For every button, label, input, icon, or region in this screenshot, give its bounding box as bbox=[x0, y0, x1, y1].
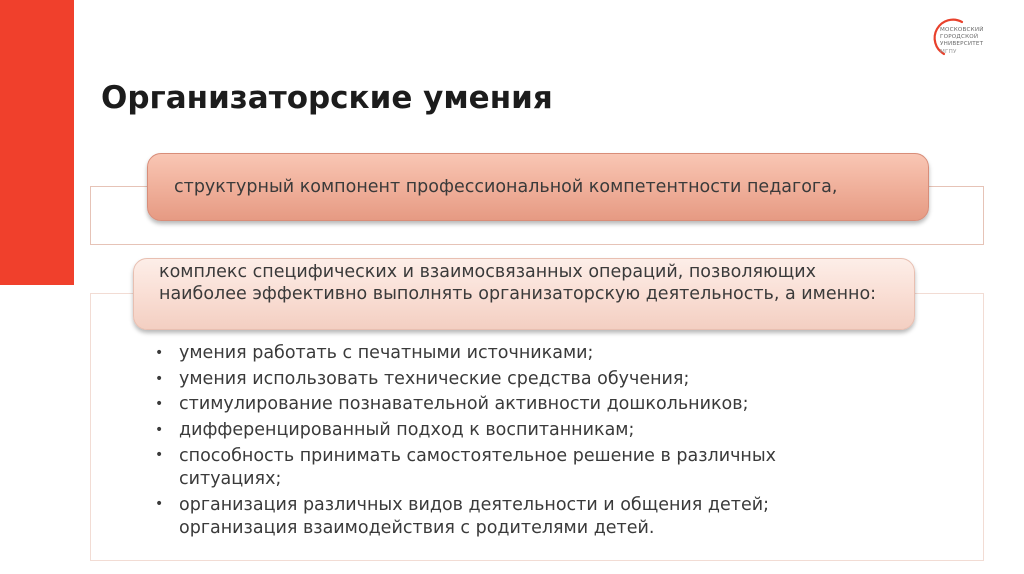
bullet-icon: • bbox=[155, 446, 164, 463]
definition-box-1 bbox=[147, 153, 929, 221]
list-item bbox=[155, 392, 875, 418]
bullet-icon: • bbox=[155, 345, 164, 361]
bullet-icon: • bbox=[155, 396, 164, 413]
bullet-icon: • bbox=[155, 422, 164, 439]
logo-line-1: МОСКОВСКИЙ bbox=[940, 27, 984, 33]
university-logo bbox=[928, 14, 998, 70]
list-item-text: стимулирование познавательной активности дошкольников; bbox=[179, 394, 749, 415]
logo-line-3: УНИВЕРСИТЕТ bbox=[940, 41, 984, 48]
list-item bbox=[155, 418, 875, 444]
list-item bbox=[155, 367, 875, 393]
definition-box-2-text: комплекс специфических и взаимосвязанных операций, позволяющих наиболее эффективно выполнять организаторскую деятельность, а именно: bbox=[159, 262, 877, 304]
skills-list bbox=[155, 341, 875, 542]
list-item-text: умения работать с печатными источниками; bbox=[179, 343, 594, 363]
list-item-text: организация различных видов деятельности и общения детей; организация взаимодействия с родителями детей. bbox=[179, 494, 769, 538]
logo-line-2: ГОРОДСКОЙ bbox=[940, 34, 979, 41]
list-item-text: умения использовать технические средства обучения; bbox=[179, 368, 690, 389]
accent-bar bbox=[0, 0, 74, 285]
definition-box-1-text: структурный компонент профессиональной компетентности педагога, bbox=[174, 177, 838, 197]
logo-text bbox=[940, 27, 984, 56]
list-item bbox=[155, 444, 875, 493]
slide-title: Организаторские умения bbox=[101, 80, 553, 116]
logo-line-4: МГПУ bbox=[940, 48, 957, 55]
bullet-icon: • bbox=[155, 495, 164, 512]
bullet-icon: • bbox=[155, 370, 164, 387]
list-item bbox=[155, 341, 875, 367]
list-item bbox=[155, 493, 875, 542]
definition-box-2 bbox=[133, 258, 915, 330]
list-item-text: способность принимать самостоятельное решение в различных ситуациях; bbox=[179, 445, 777, 489]
list-item-text: дифференцированный подход к воспитанникам; bbox=[179, 420, 635, 441]
